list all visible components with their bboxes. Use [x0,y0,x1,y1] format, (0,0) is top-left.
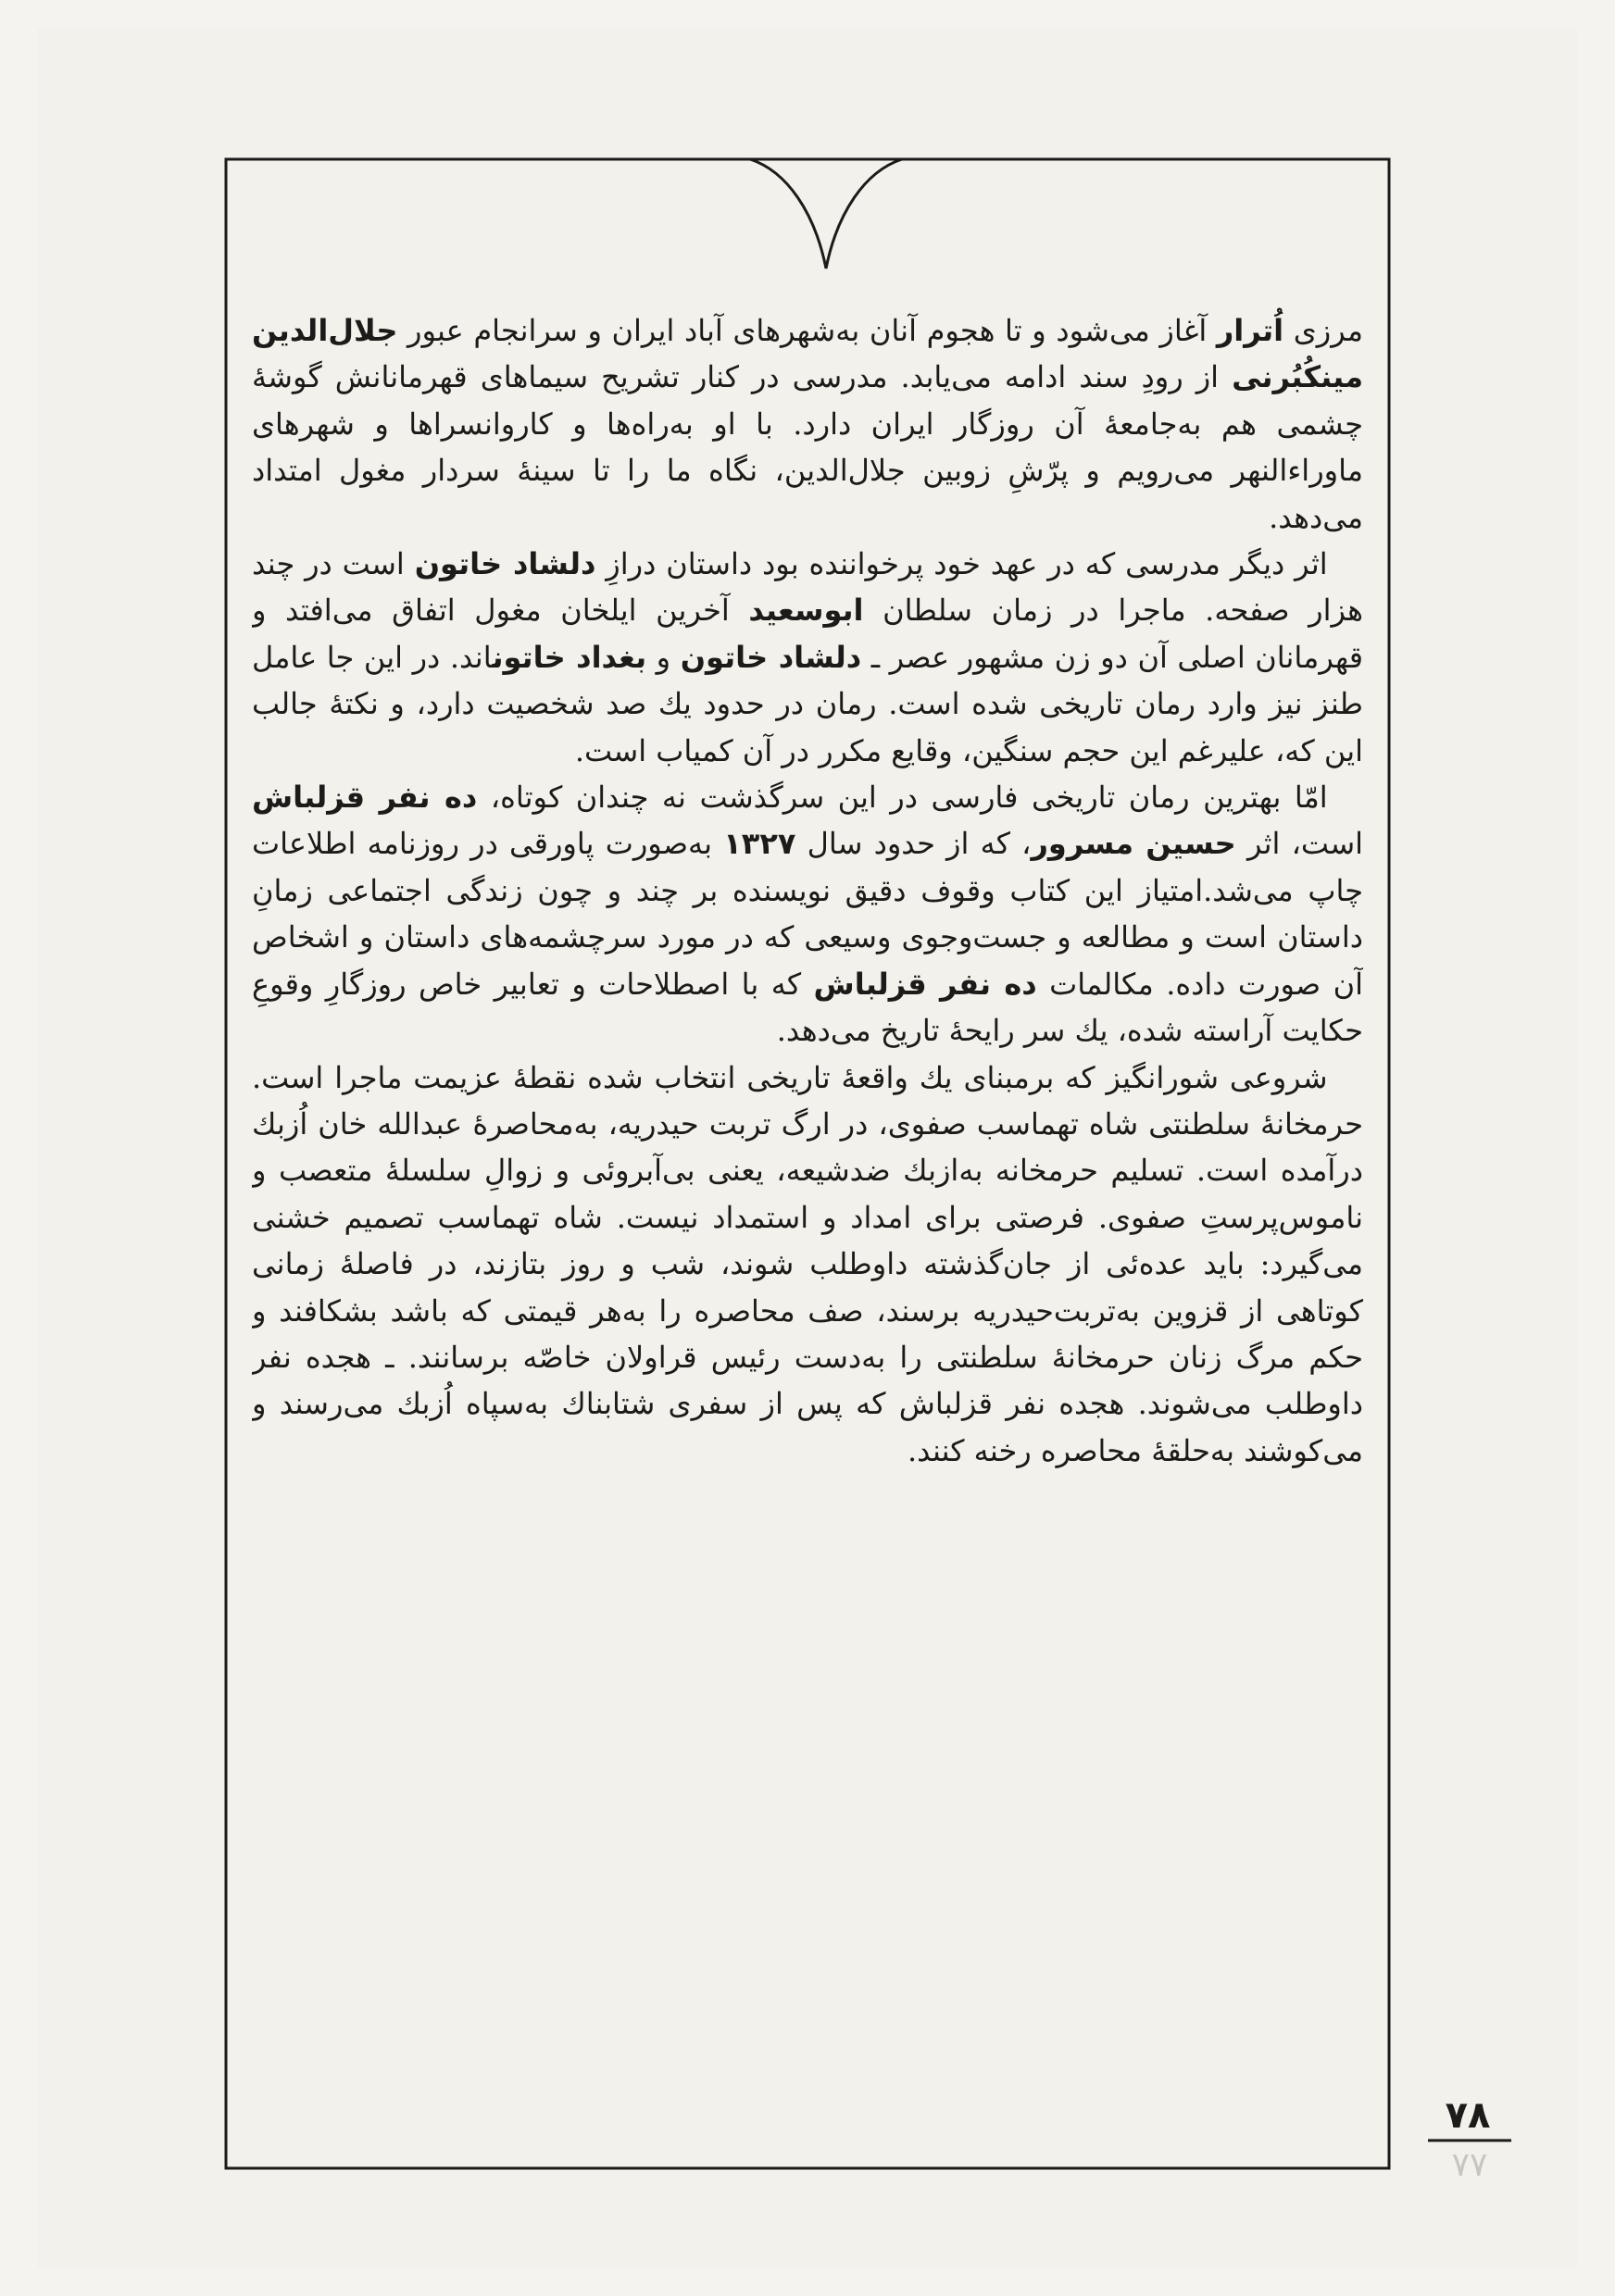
text-run: مرزی [1283,313,1363,348]
text-run: اند. در این جا عامل طنز نیز وارد رمان تاریخی شده است. رمان در حدود یك صد شخصیت دارد، و نکتهٔ جالب این که، علیرغم این حجم سنگین، وقایع مکرر در آن کمیاب است. [252,639,1363,768]
bold-term: ۱۳۲۷ [723,826,796,862]
bold-term: جلال‌الدین مینکُبُرنی [252,313,1363,395]
text-run: و [646,639,681,675]
paragraph [252,541,1363,774]
text-run: آخرین ایلخان مغول اتفاق می‌افتد و قهرمانان اصلی آن دو زن مشهور عصر ـ [252,593,1363,675]
bold-term: ده نفر قزلباش [813,966,1037,1002]
body-text [252,307,1363,2145]
frame-top-ornament [750,159,902,268]
text-run: امّا بهترین رمان تاریخی فارسی در این سرگذشت نه چندان کوتاه، [477,780,1328,816]
text-run: است، اثر [1235,826,1363,862]
paragraph [252,1054,1363,1475]
text-run: که با اصطلاحات و تعابیر خاص روزگارِ وقوعِ حکایت آراسته شده، یك سر رایحهٔ تاریخ می‌دهد. [252,966,1363,1049]
text-run: ، که از حدود سال [795,826,1032,862]
page-number: ۷۸ [1445,2094,1491,2137]
text-run: به‌صورت پاورقی در روزنامه اطلاعات چاپ می‌شد.امتیاز این کتاب وقوف دقیق نویسنده بر چند و چون زندگی اجتماعی زمانِ داستان است و مطالعه و جست‌وجوی وسیعی که در مورد سرچشمه‌های داستان و اشخاص آن صورت داده. مکالمات [252,826,1363,1002]
bold-term: حسین مسرور [1031,826,1236,862]
paragraph [252,774,1363,1054]
bleed-through-page-number: ۷۷ [1451,2146,1488,2184]
bold-term: بغداد خاتون [492,639,647,675]
bold-term: ده نفر قزلباش [252,780,478,816]
paragraph [252,307,1363,541]
text-run: از رودِ سند ادامه می‌یابد. مدرسی در کنار تشریح سیماهای قهرمانانش گوشهٔ چشمی هم به‌جامعهٔ آن روزگار ایران دارد. با او به‌راه‌ها و کاروانسراها و شهرهای ماوراءالنهر می‌رویم و پرّشِ زوبین جلال‌الدین، نگاه ما را تا سینهٔ سردار مغول امتداد می‌دهد. [252,359,1363,535]
bold-term: دلشاد خاتون [680,639,862,675]
text-run: آغاز می‌شود و تا هجوم آنان به‌شهرهای آباد ایران و سرانجام عبور [397,313,1217,348]
text-run: اثر دیگر مدرسی که در عهد خود پرخواننده بود داستان درازِ [595,546,1328,582]
bold-term: دلشاد خاتون [414,546,596,582]
text-run: شروعی شورانگیز که برمبنای یك واقعهٔ تاریخی انتخاب شده نقطهٔ عزیمت ماجرا است. حرمخانهٔ سلطنتی شاه تهماسب صفوی، در ارگ تربت حیدریه، به‌محاصرهٔ عبدالله خان اُزبك درآمده است. تسلیم حرمخانه به‌ازبك ضدشیعه، یعنی بی‌آبروئی و زوالِ سلسلهٔ متعصب و ناموس‌پرستِ صفوی. فرصتی برای امداد و استمداد نیست. شاه تهماسب تصمیم خشنی می‌گیرد: باید عده‌ئی از جان‌گذشته داوطلب شوند، شب و روز بتازند، در فاصلهٔ زمانی کوتاهی از قزوین به‌تربت‌حیدریه برسند، صف محاصره را به‌هر قیمتی که باشد بشکافند و حکم مرگ زنان حرمخانهٔ سلطنتی را به‌دست رئیس قراولان خاصّه برسانند. ـ هجده نفر داوطلب می‌شوند. هجده نفر قزلباش که پس از سفری شتابناك به‌سپاه اُزبك می‌رسند و می‌کوشند به‌حلقهٔ محاصره رخنه کنند. [252,1059,1363,1468]
text-run: است در چند هزار صفحه. ماجرا در زمان سلطان [252,546,1363,629]
bold-term: اُترار [1216,313,1284,348]
bold-term: ابوسعید [748,593,864,629]
